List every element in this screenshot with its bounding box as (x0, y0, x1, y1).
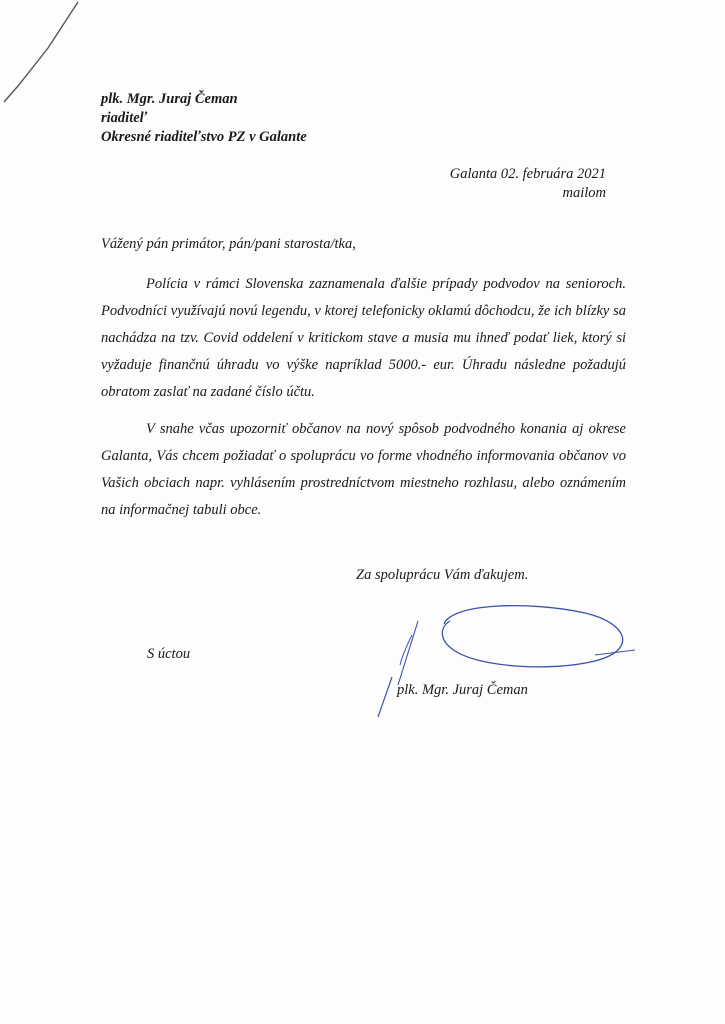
sender-organization: Okresné riaditeľstvo PZ v Galante (101, 129, 307, 145)
handwritten-signature (360, 595, 650, 720)
thanks-line: Za spoluprácu Vám ďakujem. (356, 567, 529, 583)
delivery-method: mailom (562, 185, 606, 201)
date-block (450, 165, 606, 203)
sender-name: plk. Mgr. Juraj Čeman (101, 91, 238, 107)
scan-edge-mark (0, 0, 90, 110)
closing-line: S úctou (147, 646, 191, 662)
sender-block (101, 90, 307, 147)
sender-position: riaditeľ (101, 110, 148, 126)
body-paragraph-1: Polícia v rámci Slovenska zaznamenala ďalšie prípady podvodov na senioroch. Podvodníci využívajú novú legendu, v ktorej telefonicky oklamú dôchodcu, že ich blízky sa nachádza na tzv. Covid oddelení v kritickom stave a musia mu ihneď podať liek, ktorý si vyžaduje finančnú úhradu vo výške napríklad 5000.- eur. Úhradu následne požadujú obratom zaslať na zadané číslo účtu. (101, 276, 626, 400)
signer-name: plk. Mgr. Juraj Čeman (397, 682, 528, 698)
date-line: Galanta 02. februára 2021 (449, 166, 606, 182)
salutation: Vážený pán primátor, pán/pani starosta/tka, (101, 236, 356, 252)
body-paragraph-2: V snahe včas upozorniť občanov na nový spôsob podvodného konania aj okrese Galanta, Vás chcem požiadať o spoluprácu vo forme vhodného informovania občanov vo Vašich obciach napr. vyhlásením prostredníctvom miestneho rozhlasu, alebo oznámením na informačnej tabuli obce. (101, 421, 626, 518)
